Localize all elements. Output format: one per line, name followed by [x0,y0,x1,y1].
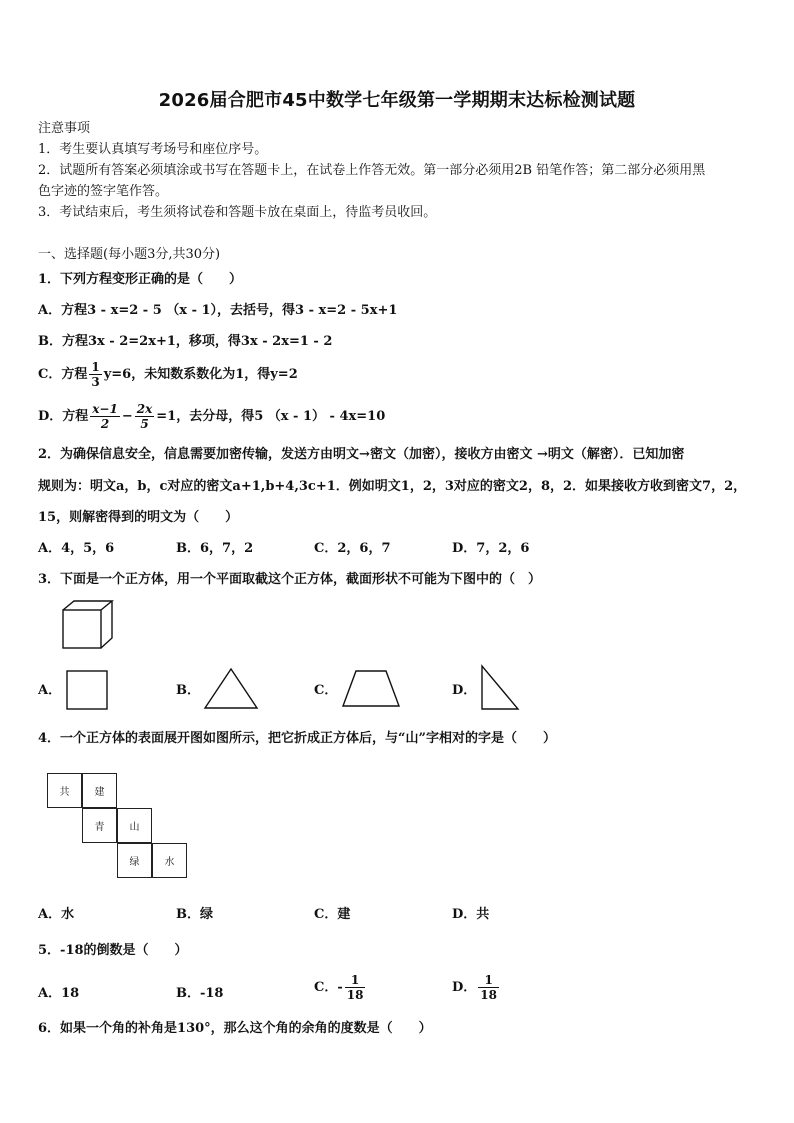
q3-option-b-label: B． [176,683,200,698]
q1-option-d-suffix: =1，去分母，得5 （x - 1） - 4x=10 [156,409,386,424]
net-cell: 绿 [117,843,152,878]
q1-option-d-fraction-1 [90,402,120,431]
q1-option-c [38,360,298,389]
q6-stem: 6．如果一个角的补角是130°，那么这个角的余角的度数是（ ） [38,1021,432,1036]
net-cell: 山 [117,808,152,843]
net-cell: 水 [152,843,187,878]
fraction-denominator: 3 [91,375,100,389]
q1-option-c-suffix: y=6，未知数系数化为1，得y=2 [103,367,298,382]
q2-option-c: C．2，6，7 [314,541,391,556]
q1-option-a: A．方程3 - x=2 - 5 （x - 1），去括号，得3 - x=2 - 5x+1 [38,303,398,318]
q4-option-a: A．水 [38,907,75,922]
fraction-denominator: 2 [100,417,110,431]
notice-item-1: 1．考生要认真填写考场号和座位序号。 [38,142,268,157]
fraction-numerator: 1 [345,973,366,988]
q1-option-d-prefix: D．方程 [38,409,89,424]
fraction-numerator: 2x [136,402,153,416]
equilateral-triangle-shape [203,668,259,710]
q1-option-c-fraction [89,360,101,389]
fraction-denominator: 18 [346,988,364,1002]
q2-option-a: A．4，5，6 [38,541,115,556]
square-shape [66,670,108,710]
q1-stem: 1．下列方程变形正确的是（ ） [38,272,243,287]
q1-option-d [38,402,385,431]
q3-option-c-label: C． [314,683,338,698]
minus-sign: − [121,409,133,424]
q4-stem: 4．一个正方体的表面展开图如图所示，把它折成正方体后，与“山”字相对的字是（ ） [38,731,557,746]
net-cell: 共 [47,773,82,808]
q3-stem: 3．下面是一个正方体，用一个平面取截这个正方体，截面形状不可能为下图中的（ ） [38,572,542,587]
fraction-numerator: 1 [478,973,499,988]
q5-option-c-fraction [345,973,366,1002]
q5-option-d-fraction [478,973,499,1002]
q5-option-d [452,973,501,1002]
q4-option-c: C．建 [314,907,351,922]
q2-option-b: B．6，7，2 [176,541,254,556]
fraction-denominator: 5 [140,417,149,431]
fraction-numerator: 1 [91,360,100,374]
q4-option-b: B．绿 [176,907,213,922]
q5-option-c [314,973,367,1002]
q2-stem-line2: 规则为：明文a，b，c对应的密文a+1,b+4,3c+1．例如明文1，2，3对应的密文2，8，2．如果接收方收到密文7，2， [38,479,747,494]
notice-heading: 注意事项 [38,121,91,136]
page-title: 2026届合肥市45中数学七年级第一学期期末达标检测试题 [158,90,636,111]
net-cell: 青 [82,808,117,843]
q2-stem-line3: 15，则解密得到的明文为（ ） [38,510,239,525]
q1-option-d-fraction-2 [135,402,155,431]
q1-option-c-prefix: C．方程 [38,367,88,382]
right-triangle-shape [480,665,520,711]
q5-stem: 5．-18的倒数是（ ） [38,943,188,958]
fraction-denominator: 18 [480,988,497,1002]
q5-option-d-prefix: D． [452,980,477,995]
q3-option-a-label: A． [38,683,62,698]
q5-option-a: A．18 [38,986,80,1001]
q2-option-d: D．7，2，6 [452,541,530,556]
q5-option-c-prefix: C．- [314,980,343,995]
notice-item-2: 2．试题所有答案必须填涂或书写在答题卡上，在试卷上作答无效。第一部分必须用2B 铅笔作答；第二部分必须用黑 [38,163,706,178]
notice-item-3: 3．考试结束后，考生须将试卷和答题卡放在桌面上，待监考员收回。 [38,205,437,220]
q3-option-d-label: D． [452,683,477,698]
cube-figure [62,600,114,650]
q2-stem-line1: 2．为确保信息安全，信息需要加密传输，发送方由明文→密文（加密），接收方由密文 →明文（解密）．已知加密 [38,447,685,462]
net-cell: 建 [82,773,117,808]
q1-option-b: B．方程3x - 2=2x+1，移项，得3x - 2x=1 - 2 [38,334,333,349]
section-heading: 一、选择题(每小题3分,共30分) [38,247,221,262]
q5-option-b: B．-18 [176,986,224,1001]
fraction-numerator: x−1 [92,402,118,416]
q4-option-d: D．共 [452,907,490,922]
notice-item-2-cont: 色字迹的签字笔作答。 [38,184,169,199]
trapezoid-shape [342,670,400,708]
